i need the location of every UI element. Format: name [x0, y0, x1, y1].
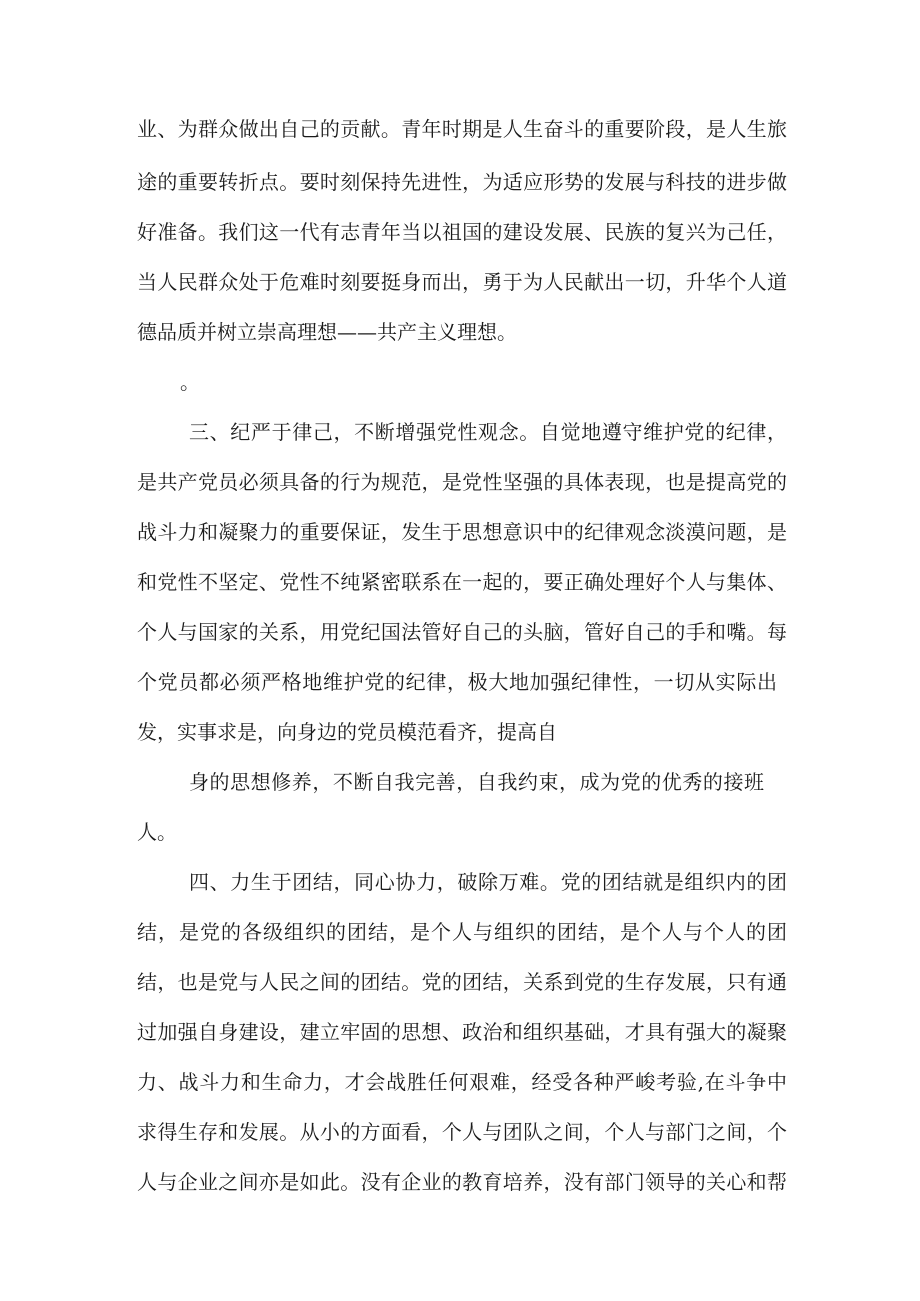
text-line: 发，实事求是，向身边的党员模范看齐，提高自	[137, 720, 557, 744]
text-line: 人与企业之间亦是如此。没有企业的教育培养，没有部门领导的关心和帮	[137, 1170, 787, 1194]
text-line: 途的重要转折点。要时刻保持先进性，为适应形势的发展与科技的进步做	[137, 170, 787, 194]
section-heading-four: 四、力生于团结，同心协力，破除万难。党的团结就是组织内的团	[189, 870, 787, 894]
text-line: 过加强自身建设，建立牢固的思想、政治和组织基础，才具有强大的凝聚	[137, 1020, 787, 1044]
text-line: 结，是党的各级组织的团结，是个人与组织的团结，是个人与个人的团	[137, 920, 787, 944]
text-line: 身的思想修养，不断自我完善，自我约束，成为党的优秀的接班	[189, 770, 764, 794]
text-line: 好准备。我们这一代有志青年当以祖国的建设发展、民族的复兴为己任，	[137, 220, 787, 244]
text-line: 和党性不坚定、党性不纯紧密联系在一起的，要正确处理好个人与集体、	[137, 570, 787, 594]
text-line: 人。	[137, 820, 177, 844]
text-line: 个人与国家的关系，用党纪国法管好自己的头脑，管好自己的手和嘴。每	[137, 620, 787, 644]
text-line: 个党员都必须严格地维护党的纪律，极大地加强纪律性，一切从实际出	[137, 670, 777, 694]
text-line: 当人民群众处于危难时刻要挺身而出，勇于为人民献出一切，升华个人道	[137, 270, 787, 294]
text-line: 业、为群众做出自己的贡献。青年时期是人生奋斗的重要阶段，是人生旅	[137, 117, 787, 141]
text-line: 结，也是党与人民之间的团结。党的团结，关系到党的生存发展，只有通	[137, 970, 787, 994]
text-line: 力、战斗力和生命力，才会战胜任何艰难，经受各种严峻考验,在斗争中	[137, 1070, 787, 1094]
text-line: 是共产党员必须具备的行为规范，是党性坚强的具体表现，也是提高党的	[137, 470, 787, 494]
stray-punctuation: 。	[180, 370, 200, 394]
section-heading-three: 三、纪严于律己，不断增强党性观念。自觉地遵守维护党的纪律，	[189, 420, 787, 444]
text-line: 战斗力和凝聚力的重要保证，发生于思想意识中的纪律观念淡漠问题，是	[137, 520, 787, 544]
text-line: 德品质并树立崇高理想——共产主义理想。	[137, 320, 517, 344]
text-line: 求得生存和发展。从小的方面看，个人与团队之间，个人与部门之间，个	[137, 1120, 787, 1144]
